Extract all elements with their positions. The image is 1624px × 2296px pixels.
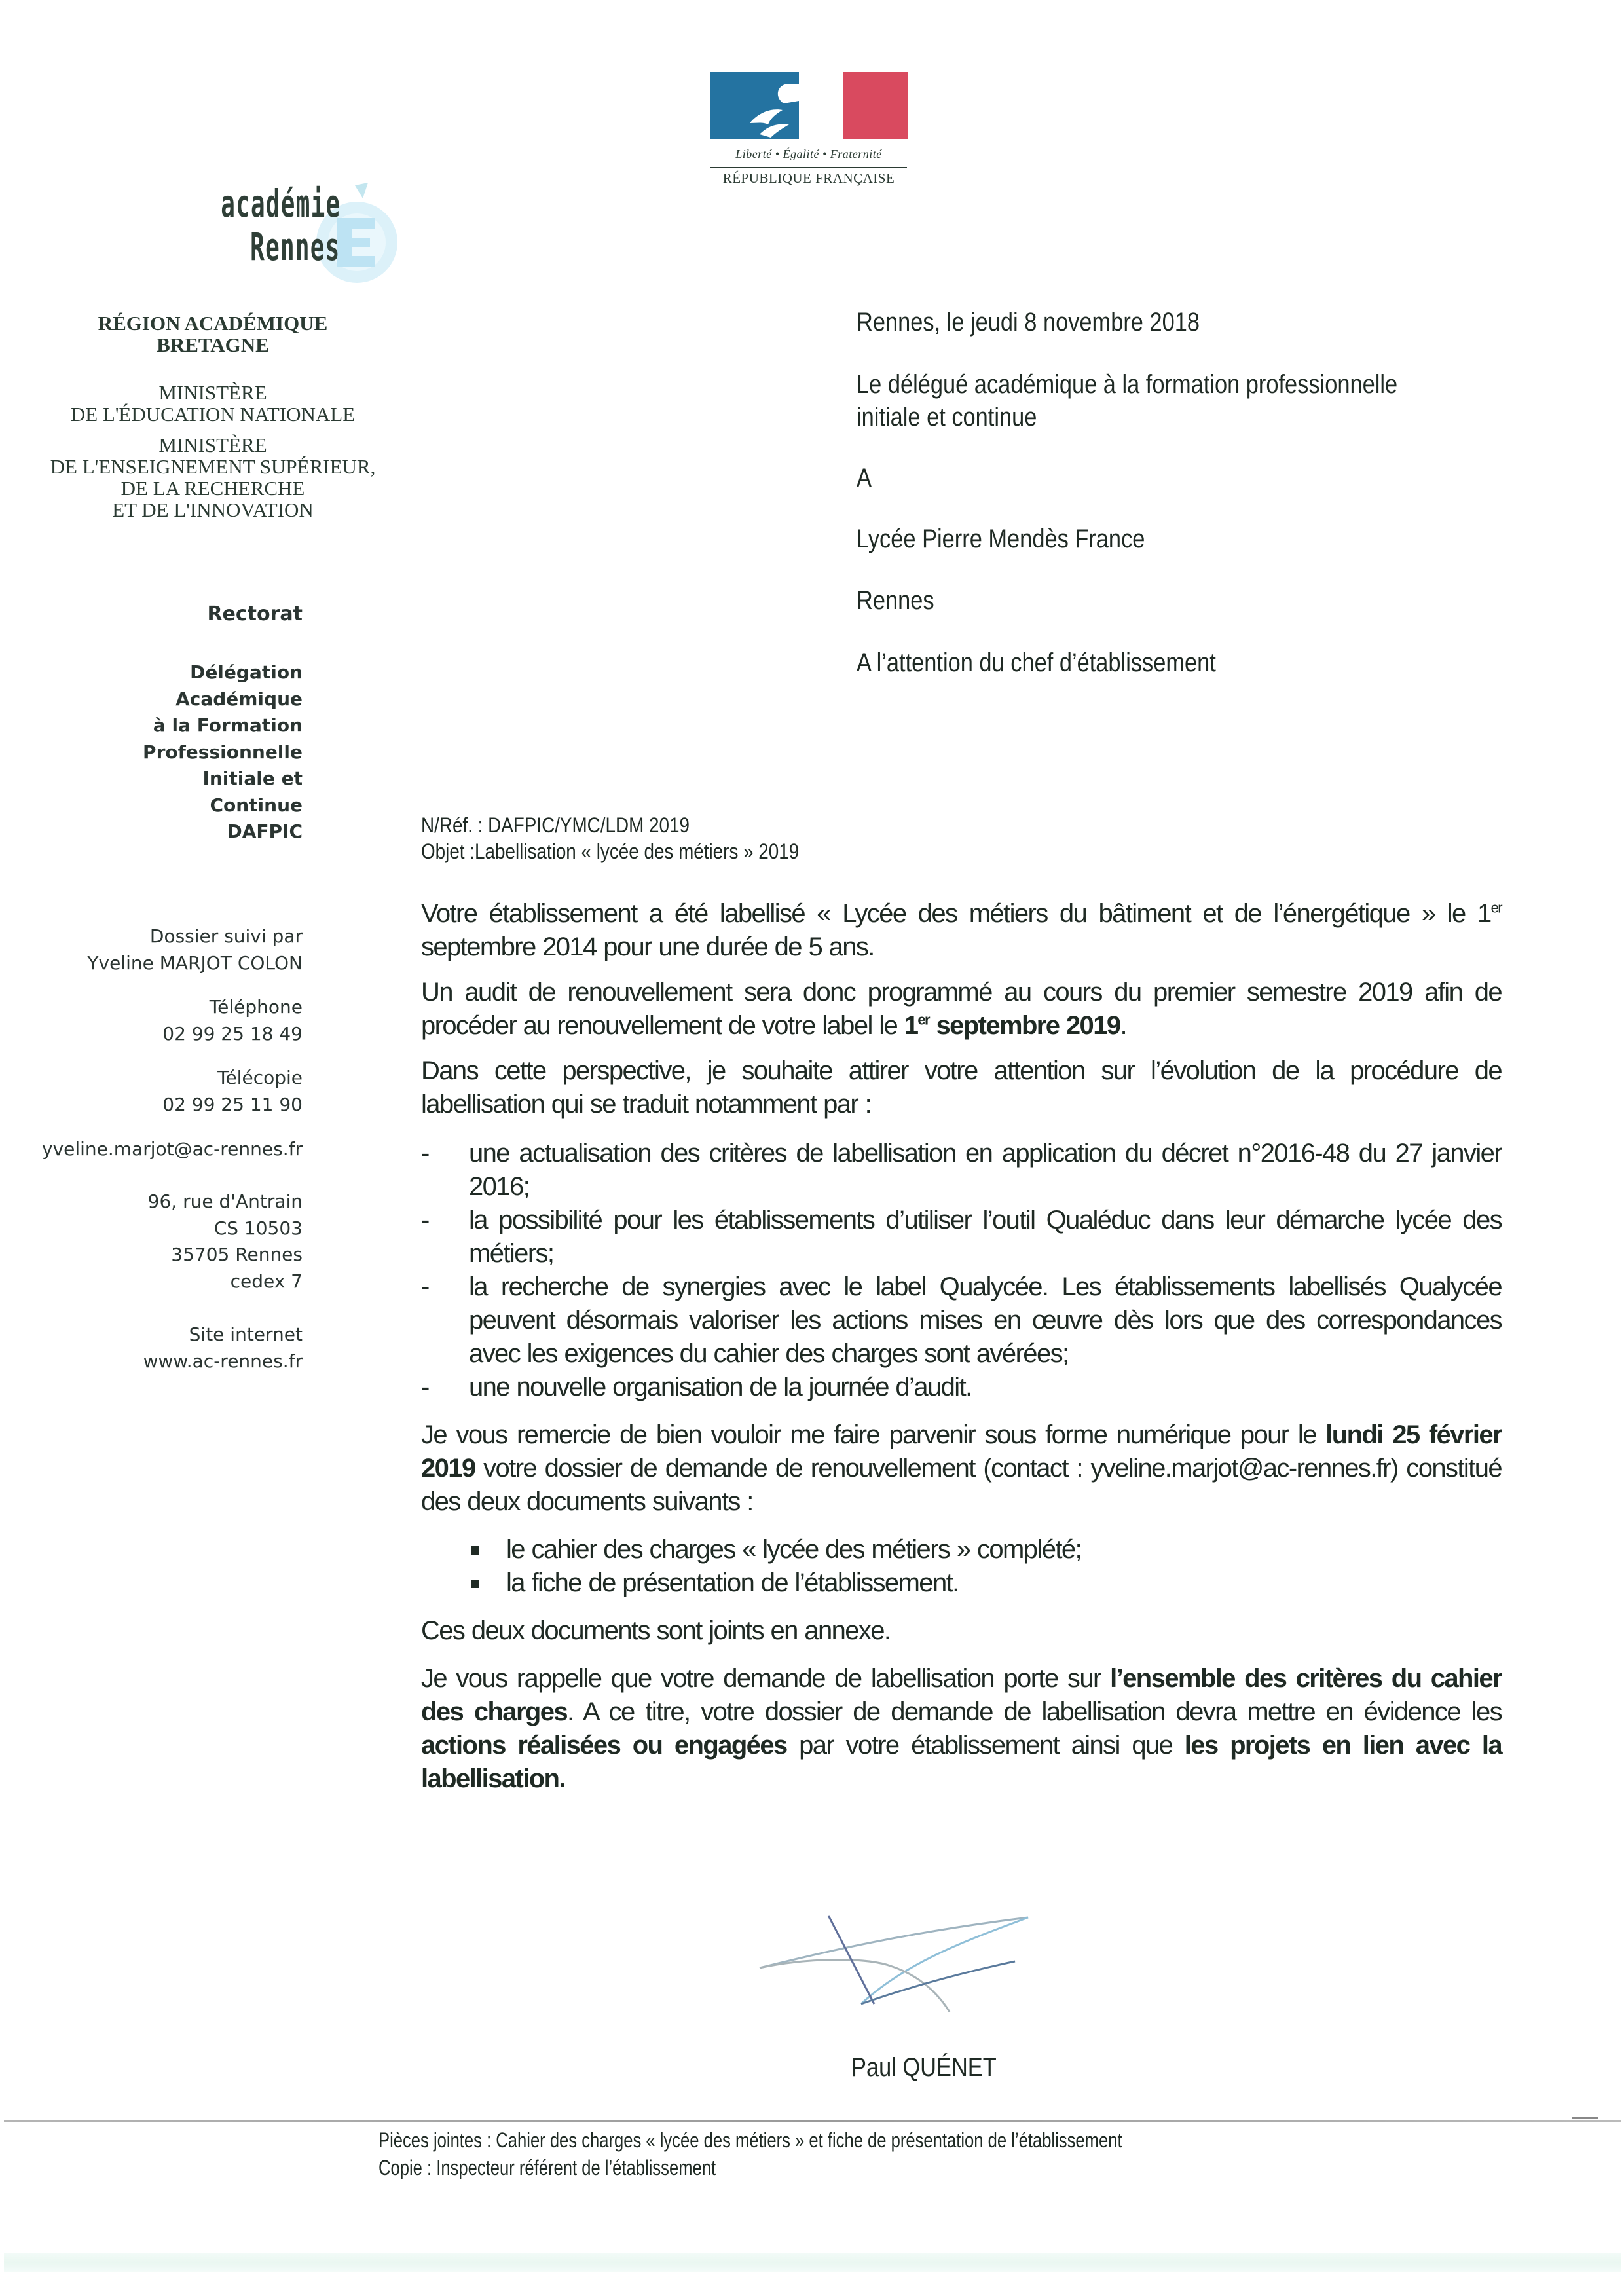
dash-bullet: - <box>421 1373 429 1401</box>
academie-rennes-logo <box>157 121 432 298</box>
dash-bullet: - <box>421 1139 429 1168</box>
delegation-block <box>143 659 303 845</box>
ministry-line: MINISTÈRE <box>158 381 267 404</box>
telephone-number: 02 99 25 18 49 <box>162 1022 303 1045</box>
list-item-text: le cahier des charges « lycée des métiers » complété; <box>506 1535 1082 1564</box>
rectorat-label: Rectorat <box>207 602 303 625</box>
p6-text: . A ce titre, votre dossier de demande de labellisation devra mettre en évidence les <box>567 1697 1502 1726</box>
p2-sup: er <box>917 1011 929 1028</box>
paragraph-reminder <box>421 1662 1502 1796</box>
paragraph-request <box>421 1418 1502 1519</box>
telecopie-label: Télécopie <box>217 1067 303 1088</box>
telephone-label: Téléphone <box>209 996 303 1018</box>
ministere-enseignement <box>39 434 386 521</box>
scan-artifact-band <box>4 2253 1621 2272</box>
list-item <box>421 1270 1502 1371</box>
p4-deadline: lundi 25 février 2019 <box>421 1420 1502 1483</box>
p2-bold-date: septembre 2019 <box>929 1011 1120 1040</box>
ministry-line: DE LA RECHERCHE <box>120 477 305 500</box>
rennes-word: Rennes <box>250 225 341 269</box>
p4-text: Je vous remercie de bien vouloir me faire parvenir sous forme numérique pour le <box>421 1420 1326 1449</box>
delegation-line: Académique <box>175 688 303 710</box>
list-item-text: la possibilité pour les établissements d’utiliser l’outil Qualéduc dans leur démarche lycée des métiers; <box>469 1206 1502 1268</box>
telecopie-number: 02 99 25 11 90 <box>162 1093 303 1115</box>
list-item-text: une nouvelle organisation de la journée d’audit. <box>469 1373 972 1401</box>
academie-word: académie <box>220 181 341 226</box>
letter-object: Objet :Labellisation « lycée des métiers » 2019 <box>421 840 800 863</box>
footer-divider <box>4 2120 1621 2122</box>
reference-number: N/Réf. : DAFPIC/YMC/LDM 2019 <box>421 813 690 837</box>
attachments-note: Pièces jointes : Cahier des charges « lycée des métiers » et fiche de présentation de l’établissement <box>378 2128 1122 2152</box>
dash-bullet: - <box>421 1206 429 1234</box>
sender-line: initiale et continue <box>857 403 1037 432</box>
contact-email[interactable]: yveline.marjot@ac-rennes.fr <box>42 1138 303 1160</box>
list-item-text: une actualisation des critères de labellisation en application du décret n°2016-48 du 27 janvier 2016; <box>469 1139 1502 1201</box>
list-item <box>421 1371 1502 1404</box>
p4-text-end: votre dossier de demande de renouvellement (contact : yveline.marjot@ac-rennes.fr) constitué des deux documents suivants : <box>421 1454 1502 1516</box>
region-line: BRETAGNE <box>157 333 269 356</box>
ministry-line: MINISTÈRE <box>158 434 267 456</box>
list-item-text: la recherche de synergies avec le label Qualycée. Les établissements labellisés Qualycée peuvent désormais valoriser les actions mises en œuvre dès lors que des correspondances avec les exigences du cahier des charges sont avérées; <box>469 1272 1502 1368</box>
handwritten-signature <box>747 1906 1087 2043</box>
p1-sup: er <box>1490 899 1502 916</box>
dossier-block <box>87 923 303 976</box>
region-line: RÉGION ACADÉMIQUE <box>98 312 328 335</box>
dossier-name: Yveline MARJOT COLON <box>87 952 303 974</box>
ministry-line: DE L'ÉDUCATION NATIONALE <box>70 403 356 426</box>
p2-end: . <box>1120 1011 1127 1040</box>
list-item <box>421 1204 1502 1270</box>
delegation-line: Initiale et <box>202 768 303 789</box>
evolution-list <box>421 1137 1502 1404</box>
letter-date: Rennes, le jeudi 8 novembre 2018 <box>857 308 1200 337</box>
delegation-line: Délégation <box>190 661 303 683</box>
republique-francaise-logo <box>710 72 907 190</box>
list-item-text: la fiche de présentation de l’établissement. <box>506 1568 959 1597</box>
paragraph-audit <box>421 976 1502 1043</box>
telephone-block <box>162 994 303 1047</box>
ministry-line: DE L'ENSEIGNEMENT SUPÉRIEUR, <box>50 455 376 478</box>
address-block <box>148 1189 303 1295</box>
recipient-city: Rennes <box>857 586 934 615</box>
footer-divider-mark <box>1572 2117 1598 2119</box>
signer-name: Paul QUÉNET <box>851 2053 997 2082</box>
p6-bold-criteria: l’ensemble des critères du cahier des charges <box>421 1664 1502 1726</box>
site-block <box>143 1322 303 1375</box>
delegation-line: à la Formation <box>153 714 303 736</box>
square-bullet-icon <box>471 1580 479 1588</box>
site-label: Site internet <box>189 1324 303 1345</box>
ministry-line: ET DE L'INNOVATION <box>112 498 314 521</box>
paragraph-annex: Ces deux documents sont joints en annexe. <box>421 1616 891 1645</box>
region-academique <box>39 312 386 356</box>
square-bullet-icon <box>471 1546 479 1555</box>
p6-bold-projects: les projets en lien avec la labellisation. <box>421 1731 1502 1793</box>
address-line: CS 10503 <box>213 1217 303 1239</box>
delegation-line: Continue <box>210 794 303 816</box>
sender-title <box>857 368 1397 434</box>
p2-bold-day: 1 <box>904 1011 918 1040</box>
list-item <box>421 1533 1502 1566</box>
footer-notes <box>378 2126 1122 2181</box>
sender-line: Le délégué académique à la formation professionnelle <box>857 370 1398 399</box>
marianne-profile-icon <box>710 72 907 139</box>
paragraph-perspective: Dans cette perspective, je souhaite attirer votre attention sur l’évolution de la procédure de labellisation qui se traduit notamment par : <box>421 1056 1502 1119</box>
p6-text: Je vous rappelle que votre demande de labellisation porte sur <box>421 1664 1111 1693</box>
dash-bullet: - <box>421 1272 429 1301</box>
address-line: 35705 Rennes <box>171 1244 303 1265</box>
delegation-line: Professionnelle <box>143 741 303 763</box>
address-line: cedex 7 <box>230 1270 303 1292</box>
reference-block <box>421 812 799 864</box>
p6-bold-actions: actions réalisées ou engagées <box>421 1731 787 1760</box>
documents-list <box>421 1533 1502 1600</box>
ministere-education <box>39 382 386 425</box>
p1-text-end: septembre 2014 pour une durée de 5 ans. <box>421 933 874 961</box>
dossier-label: Dossier suivi par <box>149 925 303 947</box>
p6-text: par votre établissement ainsi que <box>786 1731 1185 1760</box>
site-link[interactable]: www.ac-rennes.fr <box>143 1350 303 1372</box>
p2-text: Un audit de renouvellement sera donc programmé au cours du premier semestre 2019 afin de procéder au renouvellement de votre label le <box>421 978 1502 1040</box>
telecopie-block <box>162 1065 303 1118</box>
republic-name: RÉPUBLIQUE FRANÇAISE <box>722 170 895 186</box>
list-item <box>421 1137 1502 1204</box>
recipient-attention: A l’attention du chef d’établissement <box>857 648 1216 677</box>
list-item <box>421 1566 1502 1600</box>
address-line: 96, rue d'Antrain <box>147 1191 303 1212</box>
logo-divider <box>710 167 907 168</box>
to-label: A <box>857 464 872 492</box>
republic-motto: Liberté • Égalité • Fraternité <box>735 147 882 160</box>
copy-note: Copie : Inspecteur référent de l’établissement <box>378 2156 716 2179</box>
p1-text: Votre établissement a été labellisé « Lycée des métiers du bâtiment et de l’énergétique » le 1 <box>421 899 1491 928</box>
paragraph-label-status <box>421 897 1502 964</box>
recipient-name: Lycée Pierre Mendès France <box>857 525 1145 553</box>
delegation-line: DAFPIC <box>227 821 303 842</box>
letter-body <box>421 897 1502 1796</box>
